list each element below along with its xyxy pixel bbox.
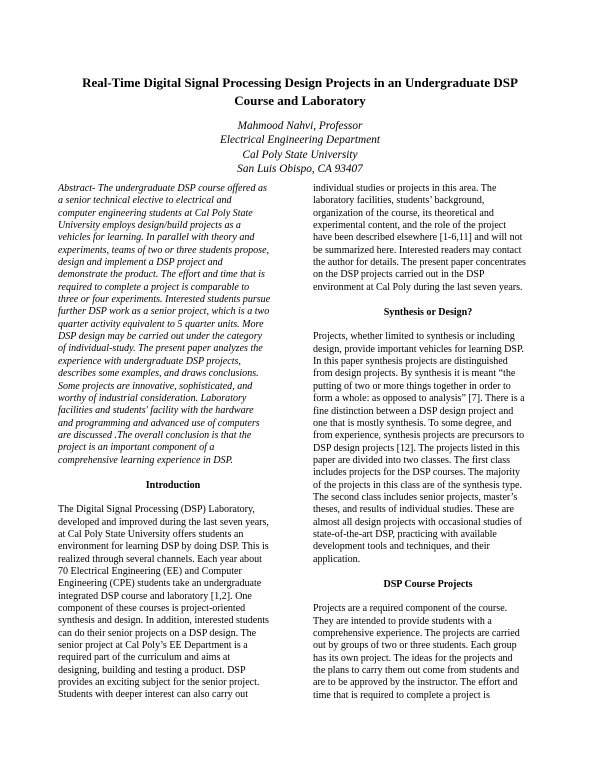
- course-line: They are intended to provide students with a: [313, 615, 492, 627]
- intro-line: provides an exciting subject for the senior project.: [58, 677, 260, 689]
- intro-line: The Digital Signal Processing (DSP) Laboratory,: [58, 504, 255, 516]
- abstract-line: worthy of industrial consideration. Laboratory: [58, 392, 247, 404]
- intro-line: integrated DSP course and laboratory [1,2]. One: [58, 590, 252, 602]
- synthesis-line: application.: [313, 553, 361, 565]
- course-line: out by groups of two or three students. Each group: [313, 640, 517, 652]
- author-name: Mahmood Nahvi, Professor: [237, 120, 363, 132]
- synthesis-line: from experience, synthesis projects are precursors to: [313, 430, 525, 442]
- abstract-line: project is an important component of a: [58, 442, 215, 454]
- intro-line: developed and improved during the last seven years,: [58, 516, 269, 528]
- cont-line: environment at Cal Poly during the last seven years.: [313, 281, 523, 293]
- course-line: comprehensive experience. The projects are carried: [313, 628, 520, 639]
- introduction-paragraph: [58, 504, 288, 702]
- synthesis-line: fine distinction between a DSP design project and: [313, 405, 514, 417]
- author-location: San Luis Obispo, CA 93407: [237, 163, 363, 176]
- intro-line: environment for learning DSP by doing DSP. This is: [58, 541, 269, 553]
- abstract-line: describes some examples, and draws conclusions.: [58, 368, 259, 380]
- cont-line: laboratory facilities, students’ background,: [313, 195, 485, 207]
- course-line: has its own project. The ideas for the projects and: [313, 652, 513, 664]
- synthesis-line: form a whole: as opposed to analysis” [7]. There is a: [313, 393, 525, 405]
- synthesis-line: of the projects in this class are of the synthesis type.: [313, 479, 522, 491]
- abstract: [58, 183, 288, 467]
- intro-line: Students with deeper interest can also carry out: [58, 689, 248, 701]
- synthesis-line: from design projects. By synthesis it is meant “the: [313, 368, 516, 380]
- author-block: [100, 119, 500, 177]
- paper-title: [40, 74, 560, 110]
- cont-line: individual studies or projects in this area. The: [313, 183, 497, 194]
- synthesis-line: one that is mostly synthesis. To some degree, and: [313, 417, 512, 429]
- abstract-line: quarter activity equivalent to 5 quarter units. More: [58, 318, 264, 330]
- abstract-line: demonstrate the product. The effort and time that is: [58, 269, 265, 281]
- course-projects-paragraph: [313, 603, 543, 702]
- synthesis-line: theses, and results of individual studies. These are: [313, 504, 514, 516]
- abstract-line: DSP design may be carried out under the category: [58, 331, 263, 343]
- abstract-line: are discussed .The overall conclusion is that the: [58, 429, 252, 441]
- cont-line: be summarized here. Interested readers may contact: [313, 244, 522, 256]
- intro-line: required part of the curriculum and aims at: [58, 652, 231, 664]
- course-line: Projects are a required component of the course.: [313, 603, 508, 615]
- synthesis-line: DSP design projects [12]. The projects listed in this: [313, 442, 520, 454]
- continued-paragraph: [313, 183, 543, 294]
- abstract-line: of individual-study. The present paper analyzes the: [58, 343, 263, 355]
- abstract-line: three or four experiments. Interested students pursue: [58, 294, 271, 306]
- abstract-line: computer engineering students at Cal Poly State: [58, 207, 253, 219]
- synthesis-line: The second class includes senior projects, master’s: [313, 491, 518, 503]
- left-column: [58, 183, 288, 702]
- author-university: Cal Poly State University: [242, 148, 358, 161]
- intro-line: can do their senior projects on a DSP design. The: [58, 627, 257, 639]
- title-line-1: Real-Time Digital Signal Processing Design Projects in an Undergraduate DSP: [82, 75, 518, 90]
- abstract-line: experiments, teams of two or three students propose,: [58, 244, 270, 256]
- abstract-line: Abstract- The undergraduate DSP course offered as: [58, 183, 267, 194]
- cont-line: on the DSP projects carried out in the DSP: [313, 269, 485, 281]
- section-heading-introduction: Introduction: [145, 479, 201, 491]
- intro-line: designing, building and testing a product. DSP: [58, 664, 246, 676]
- abstract-line: further DSP work as a senior project, which is a two: [58, 306, 270, 318]
- synthesis-line: Projects, whether limited to synthesis or including: [313, 331, 515, 343]
- synthesis-line: design, provide important vehicles for learning DSP.: [313, 343, 524, 355]
- intro-line: Engineering (CPE) students take an undergraduate: [58, 578, 262, 590]
- intro-line: senior project at Cal Poly’s EE Department is a: [58, 640, 248, 652]
- synthesis-line: paper are divided into two classes. The first class: [313, 454, 511, 466]
- section-heading-dsp-course-projects: DSP Course Projects: [383, 578, 473, 590]
- abstract-line: experience with undergraduate DSP projects,: [58, 355, 241, 367]
- abstract-line: facilities and students' facility with the hardware: [58, 405, 254, 417]
- cont-line: have been described elsewhere [1-6,11] and will not: [313, 232, 523, 244]
- synthesis-line: development tools and techniques, and their: [313, 541, 490, 553]
- cont-line: experimental content, and the role of the project: [313, 220, 507, 232]
- abstract-line: University employs design/build projects as a: [58, 220, 241, 232]
- abstract-line: a senior technical elective to electrical and: [58, 195, 232, 207]
- intro-line: realized through several channels. Each year about: [58, 553, 262, 565]
- synthesis-line: almost all design projects with occasional studies of: [313, 516, 522, 528]
- course-line: the plans to carry them out come from students and: [313, 665, 520, 677]
- intro-line: at Cal Poly State University offers students an: [58, 528, 244, 540]
- synthesis-line: state-of-the-art DSP, practicing with available: [313, 528, 497, 540]
- cont-line: organization of the course, its theoretical and: [313, 207, 494, 219]
- abstract-line: Some projects are innovative, sophisticated, and: [58, 380, 253, 392]
- synthesis-line: putting of two or more things together in order to: [313, 380, 511, 392]
- course-line: time that is required to complete a project is: [313, 689, 490, 701]
- intro-line: synthesis and design. In addition, interested students: [58, 615, 269, 627]
- abstract-line: design and implement a DSP project and: [58, 257, 223, 269]
- synthesis-line: includes projects for the DSP courses. The majority: [313, 467, 521, 479]
- course-line: are to be approved by the instructor. The effort and: [313, 677, 518, 689]
- cont-line: the author for details. The present paper concentrates: [313, 257, 526, 269]
- synthesis-paragraph: [313, 331, 543, 566]
- abstract-line: comprehensive learning experience in DSP.: [58, 454, 233, 466]
- intro-line: component of these courses is project-oriented: [58, 603, 246, 614]
- section-heading-synthesis-or-design: Synthesis or Design?: [383, 307, 473, 319]
- intro-line: 70 Electrical Engineering (EE) and Computer: [58, 565, 242, 577]
- right-column: [313, 183, 543, 702]
- abstract-line: required to complete a project is comparable to: [58, 281, 250, 293]
- synthesis-line: In this paper synthesis projects are distinguished: [313, 356, 508, 368]
- abstract-line: and programming and advanced use of computers: [58, 417, 260, 429]
- abstract-line: vehicles for learning. In parallel with theory and: [58, 232, 255, 244]
- author-department: Electrical Engineering Department: [220, 134, 380, 147]
- title-line-2: Course and Laboratory: [234, 93, 366, 108]
